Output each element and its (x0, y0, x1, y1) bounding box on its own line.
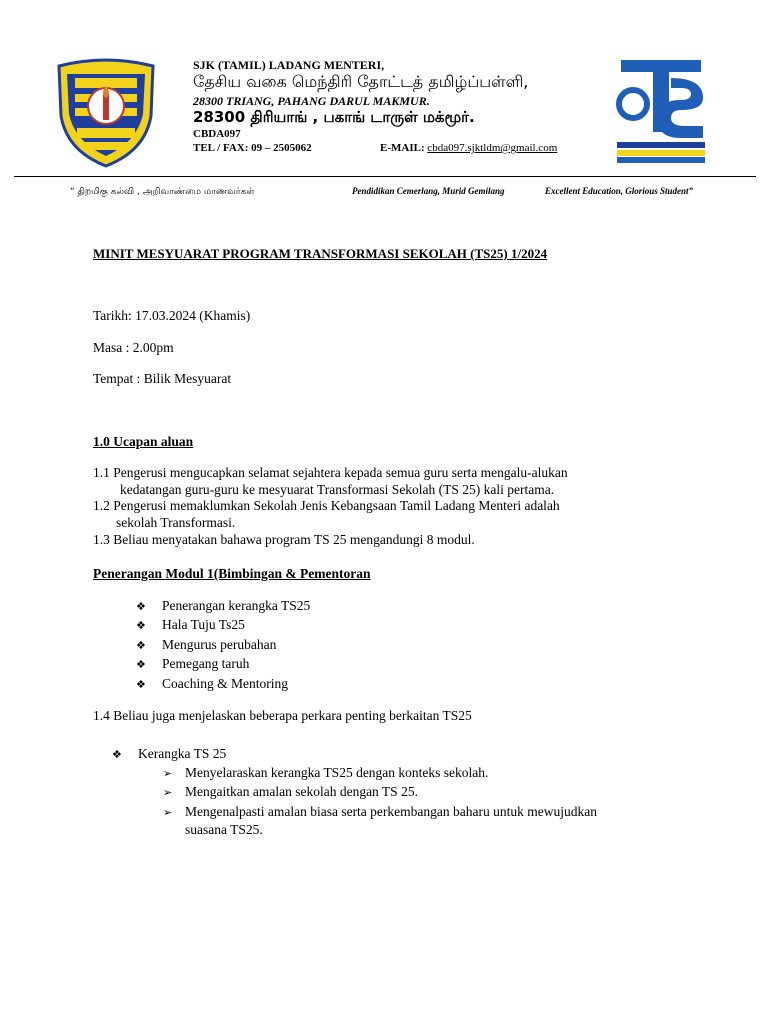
list-item: ❖ Coaching & Mentoring (136, 676, 288, 691)
list-item: ❖ Mengurus perubahan (136, 637, 277, 652)
meeting-date: Tarikh: 17.03.2024 (Khamis) (93, 308, 251, 323)
list-item: ❖ Pemegang taruh (136, 656, 250, 671)
email-link[interactable]: cbda097.sjktldm@gmail.com (427, 142, 558, 154)
paragraph-1-3: 1.3 Beliau menyatakan bahawa program TS 25 mengandungi 8 modul. (93, 532, 475, 547)
diamond-bullet-icon: ❖ (136, 599, 146, 613)
meeting-time: Masa : 2.00pm (93, 340, 174, 355)
arrow-bullet-icon: ➢ (163, 805, 173, 819)
paragraph-1-2: 1.2 Pengerusi memaklumkan Sekolah Jenis Kebangsaan Tamil Ladang Menteri adalah (93, 498, 560, 513)
paragraph-1-4: 1.4 Beliau juga menjelaskan beberapa perkara penting berkaitan TS25 (93, 708, 472, 723)
list-item: ❖ Hala Tuju Ts25 (136, 617, 245, 632)
email-label: E-MAIL: (380, 142, 428, 154)
list-item: ➢ Mengenalpasti amalan biasa serta perkembangan baharu untuk mewujudkan (163, 804, 597, 819)
motto-malay: Pendidikan Cemerlang, Murid Gemilang (352, 186, 505, 196)
diamond-bullet-icon: ❖ (136, 618, 146, 632)
section-1-heading: 1.0 Ucapan aluan (93, 434, 194, 449)
email-line (380, 142, 557, 154)
arrow-item-cont: suasana TS25. (185, 822, 263, 837)
header-divider (14, 176, 756, 177)
school-address-tamil: 28300 திரியாங் , பகாங் டாருள் மக்மூர். (193, 108, 475, 126)
school-name-tamil: தேசிய வகை மெந்திரி தோட்டத் தமிழ்ப்பள்ளி, (193, 72, 529, 91)
motto-tamil: “ திறமிகு கல்வி , அறிவாண்மை மாணவர்கள் (70, 187, 255, 197)
arrow-bullet-icon: ➢ (163, 785, 173, 799)
diamond-bullet-icon: ❖ (136, 638, 146, 652)
meeting-place: Tempat : Bilik Mesyuarat (93, 371, 232, 386)
motto-english: Excellent Education, Glorious Student” (545, 186, 694, 196)
diamond-bullet-icon: ❖ (136, 657, 146, 671)
school-name: SJK (TAMIL) LADANG MENTERI, (193, 58, 385, 72)
paragraph-1-1-cont: kedatangan guru-guru ke mesyuarat Transformasi Sekolah (TS 25) kali pertama. (120, 482, 555, 497)
list-item: ❖ Kerangka TS 25 (112, 746, 227, 761)
ts25-logo-icon (611, 52, 711, 164)
school-tel-fax: TEL / FAX: 09 – 2505062 (193, 142, 312, 154)
list-item: ➢ Menyelaraskan kerangka TS25 dengan konteks sekolah. (163, 765, 489, 780)
paragraph-1-2-cont: sekolah Transformasi. (116, 515, 236, 530)
list-item: ➢ Mengaitkan amalan sekolah dengan TS 25. (163, 784, 418, 799)
document-title: MINIT MESYUARAT PROGRAM TRANSFORMASI SEKOLAH (TS25) 1/2024 (93, 246, 548, 261)
diamond-bullet-icon: ❖ (112, 747, 122, 761)
list-item: ❖ Penerangan kerangka TS25 (136, 598, 311, 613)
school-address: 28300 TRIANG, PAHANG DARUL MAKMUR. (193, 94, 430, 108)
diamond-bullet-icon: ❖ (136, 677, 146, 691)
arrow-bullet-icon: ➢ (163, 766, 173, 780)
school-code: CBDA097 (193, 128, 241, 140)
school-crest-icon (55, 56, 157, 168)
paragraph-1-1: 1.1 Pengerusi mengucapkan selamat sejahtera kepada semua guru serta mengalu-alukan (93, 465, 568, 480)
module-1-heading: Penerangan Modul 1(Bimbingan & Pementoran (93, 566, 371, 581)
